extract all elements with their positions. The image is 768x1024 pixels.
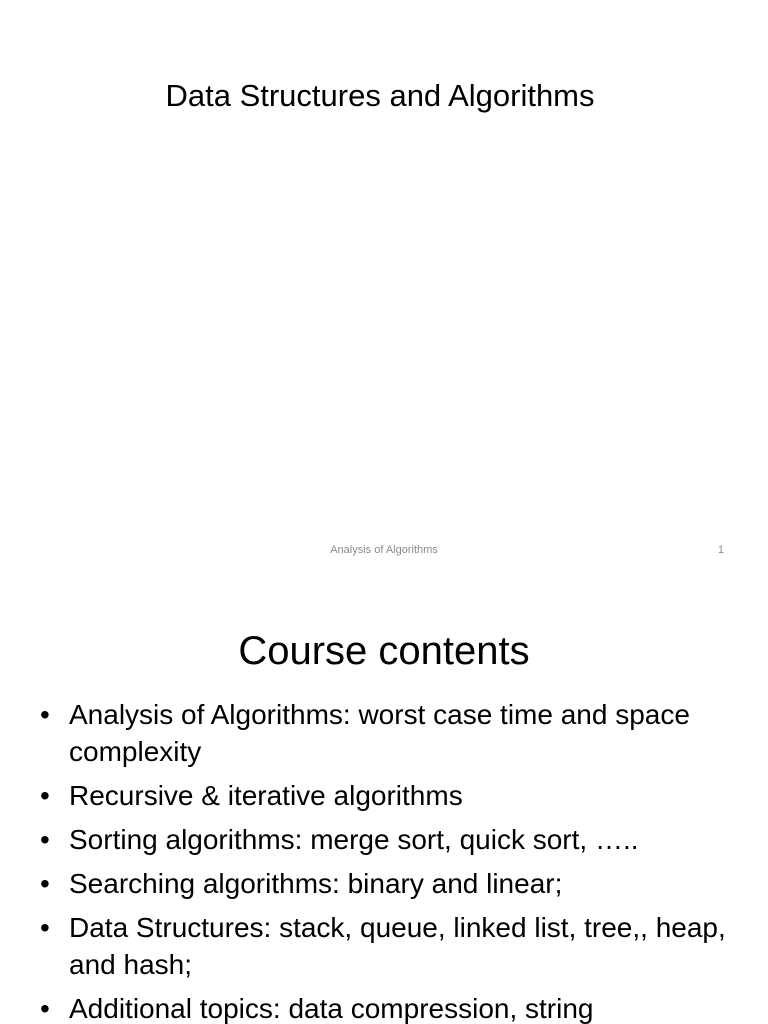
bullet-icon: • — [40, 824, 50, 855]
slide-2 — [0, 576, 768, 1024]
list-item-text: Data Structures: stack, queue, linked list, tree,, heap, and hash; — [69, 912, 726, 980]
bullet-icon: • — [40, 868, 50, 899]
list-item-text: Searching algorithms: binary and linear; — [69, 868, 563, 899]
course-contents-list — [40, 696, 740, 1024]
list-item — [40, 696, 740, 770]
bullet-icon: • — [40, 699, 50, 730]
list-item-text: Additional topics: data compression, string — [69, 993, 594, 1024]
bullet-icon: • — [40, 780, 50, 811]
bullet-icon: • — [40, 912, 50, 943]
list-item-text: Analysis of Algorithms: worst case time and space complexity — [69, 699, 690, 767]
list-item — [40, 990, 740, 1024]
list-item-text: Sorting algorithms: merge sort, quick sort, ….. — [69, 824, 639, 855]
slide-1-footer: Analysis of Algorithms — [330, 544, 438, 556]
list-item — [40, 865, 740, 902]
slide-1-title: Data Structures and Algorithms — [165, 78, 595, 113]
bullet-icon: • — [40, 993, 50, 1024]
slide-1-page-number: 1 — [717, 544, 724, 556]
list-item — [40, 821, 740, 858]
slide-2-title: Course contents — [238, 629, 530, 673]
list-item-text: Recursive & iterative algorithms — [69, 780, 463, 811]
list-item — [40, 777, 740, 814]
list-item — [40, 909, 740, 983]
